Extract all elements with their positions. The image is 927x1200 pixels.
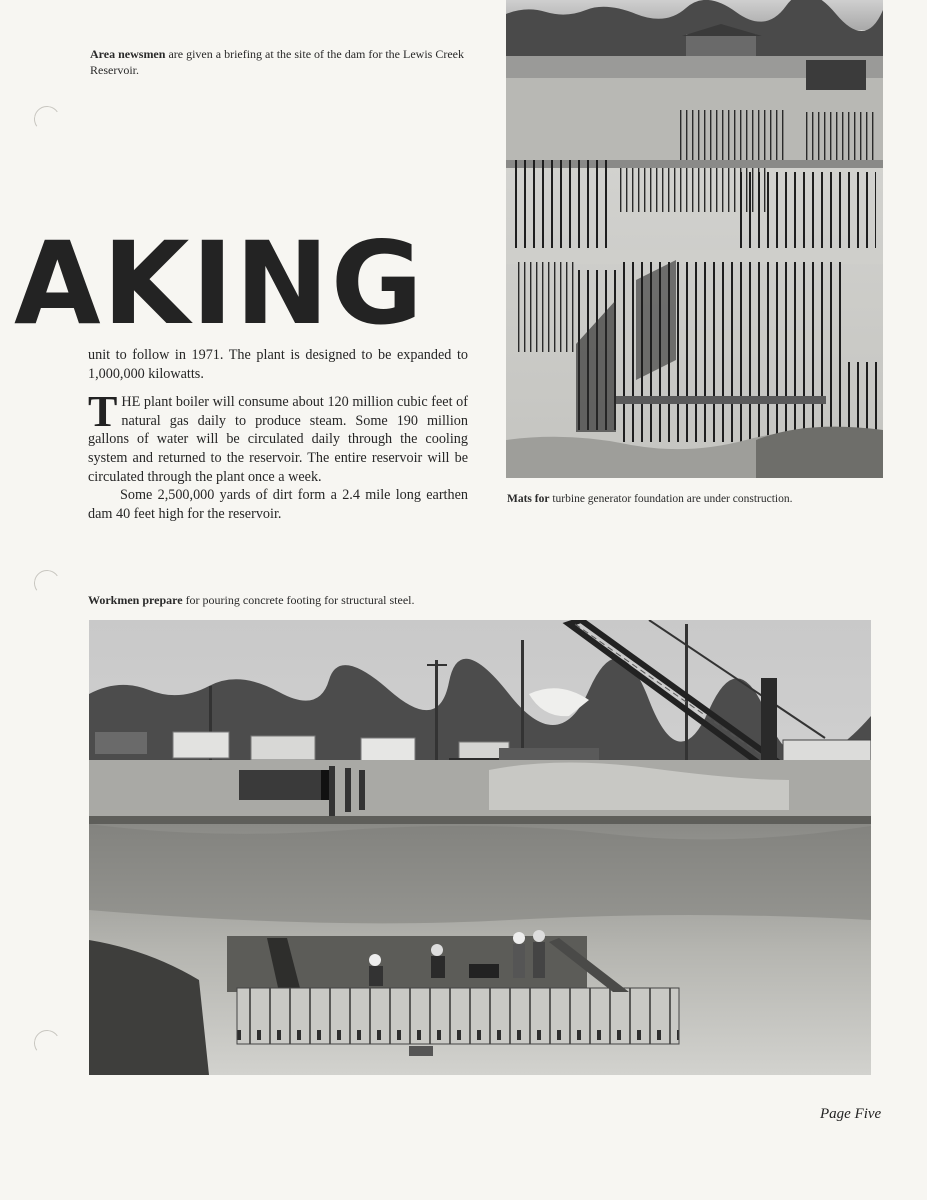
article-paragraph-2 xyxy=(88,387,468,486)
excavation-image xyxy=(89,620,871,1075)
newsmen-caption-lead: Area newsmen xyxy=(90,47,166,61)
workmen-caption-lead: Workmen prepare xyxy=(88,593,183,607)
binder-hole-bottom xyxy=(32,1028,62,1058)
headline: AKING xyxy=(14,217,425,351)
page-number: Page Five xyxy=(820,1106,882,1122)
mats-caption xyxy=(507,491,907,507)
binder-hole-middle xyxy=(32,568,62,598)
binder-hole-top xyxy=(32,104,62,134)
newsmen-caption xyxy=(90,46,480,78)
workmen-caption-text: for pouring concrete footing for structural steel. xyxy=(185,593,415,607)
article-body xyxy=(88,346,468,523)
article-paragraph-3: Some 2,500,000 yards of dirt form a 2.4 mile long earthen dam 40 feet high for the reservoir. xyxy=(88,487,468,522)
mats-caption-text: turbine generator foundation are under construction. xyxy=(552,493,793,505)
workmen-caption xyxy=(88,592,588,608)
excavation-photo xyxy=(89,620,871,1075)
drop-cap: T xyxy=(88,387,118,437)
newsmen-caption-text: are given a briefing at the site of the dam for the Lewis Creek Reservoir. xyxy=(90,47,464,77)
foundation-mats-photo xyxy=(506,0,883,478)
article-paragraph-1: unit to follow in 1971. The plant is designed to be expanded to 1,000,000 kilowatts. xyxy=(88,347,468,382)
mats-caption-lead: Mats for xyxy=(507,493,550,505)
article-paragraph-2-text: HE plant boiler will consume about 120 million cubic feet of natural gas daily to produce steam. Some 190 million gallons of water will be circulated daily through the cooling system and returned to the reservoir. The entire reservoir will be circulated through the plant once a week. xyxy=(88,394,468,485)
foundation-mats-image xyxy=(506,0,883,478)
